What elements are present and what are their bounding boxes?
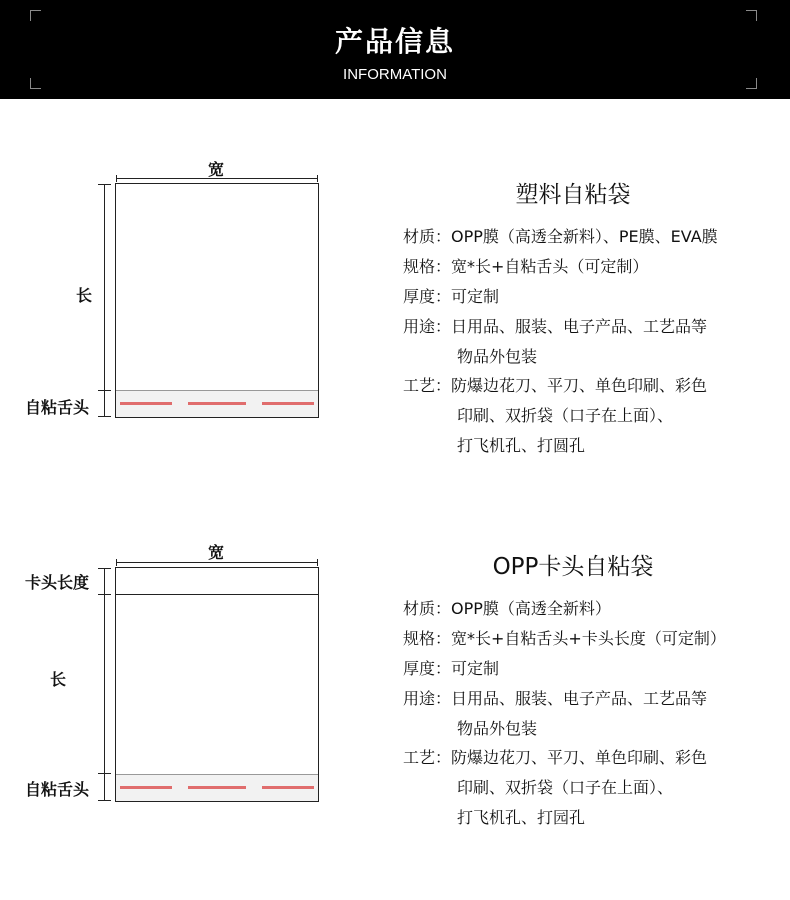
spec-value: 防爆边花刀、平刀、单色印刷、彩色 (451, 748, 708, 767)
spec-label: 规格： (403, 257, 452, 276)
spec-row-material (403, 596, 611, 619)
product-title: 塑料自粘袋 (515, 182, 631, 208)
adhesive-print (262, 786, 314, 789)
length-dimension-line (104, 568, 105, 800)
length-label: 长 (50, 670, 67, 689)
product-info-2 (403, 0, 773, 830)
spec-label: 用途： (403, 317, 452, 336)
adhesive-strip (116, 774, 318, 801)
dimension-tick (98, 568, 111, 569)
header-divider (116, 594, 318, 595)
spec-label: 材质： (403, 599, 452, 618)
spec-label: 工艺： (403, 376, 452, 395)
bag-outline (115, 567, 319, 802)
adhesive-print (120, 786, 172, 789)
spec-row-size (403, 626, 726, 649)
product-title: OPP卡头自粘袋 (492, 554, 654, 580)
length-label: 长 (76, 286, 93, 305)
spec-value-continued: 印刷、双折袋（口子在上面）、 (457, 406, 674, 425)
spec-value: OPP膜（高透全新料）、PE膜、EVA膜 (451, 227, 718, 246)
spec-value-continued: 物品外包装 (457, 719, 538, 738)
width-label: 宽 (208, 543, 225, 562)
spec-label: 规格： (403, 629, 452, 648)
spec-value: 宽*长+自粘舌头+卡头长度（可定制） (451, 629, 726, 648)
page-subtitle: INFORMATION (343, 66, 447, 83)
header-length-label: 卡头长度 (25, 573, 90, 592)
page-title: 产品信息 (334, 25, 455, 58)
spec-value: 日用品、服装、电子产品、工艺品等 (451, 689, 708, 708)
spec-value: 日用品、服装、电子产品、工艺品等 (451, 317, 708, 336)
bag-diagram-2 (0, 0, 400, 820)
dimension-tick (98, 773, 111, 774)
spec-value-continued: 物品外包装 (457, 347, 538, 366)
spec-value-continued: 印刷、双折袋（口子在上面）、 (457, 778, 674, 797)
spec-value: 防爆边花刀、平刀、单色印刷、彩色 (451, 376, 708, 395)
dimension-tick (98, 800, 111, 801)
seal-flap-label: 自粘舌头 (25, 780, 90, 799)
spec-value-continued: 打飞机孔、打园孔 (457, 808, 586, 827)
adhesive-print (188, 786, 246, 789)
spec-value: OPP膜（高透全新料） (451, 599, 611, 618)
spec-row-process (403, 745, 707, 768)
spec-label: 用途： (403, 689, 452, 708)
width-dimension-line (116, 562, 318, 563)
width-label: 宽 (208, 160, 225, 179)
spec-label: 工艺： (403, 748, 452, 767)
spec-value: 可定制 (451, 659, 500, 678)
dimension-tick (98, 594, 111, 595)
spec-label: 厚度： (403, 287, 452, 306)
spec-value: 可定制 (451, 287, 500, 306)
spec-label: 厚度： (403, 659, 452, 678)
seal-flap-label: 自粘舌头 (25, 398, 90, 417)
spec-row-thickness (403, 656, 499, 679)
spec-label: 材质： (403, 227, 452, 246)
spec-value-continued: 打飞机孔、打圆孔 (457, 436, 586, 455)
spec-value: 宽*长+自粘舌头（可定制） (451, 257, 649, 276)
spec-row-usage (403, 686, 707, 709)
